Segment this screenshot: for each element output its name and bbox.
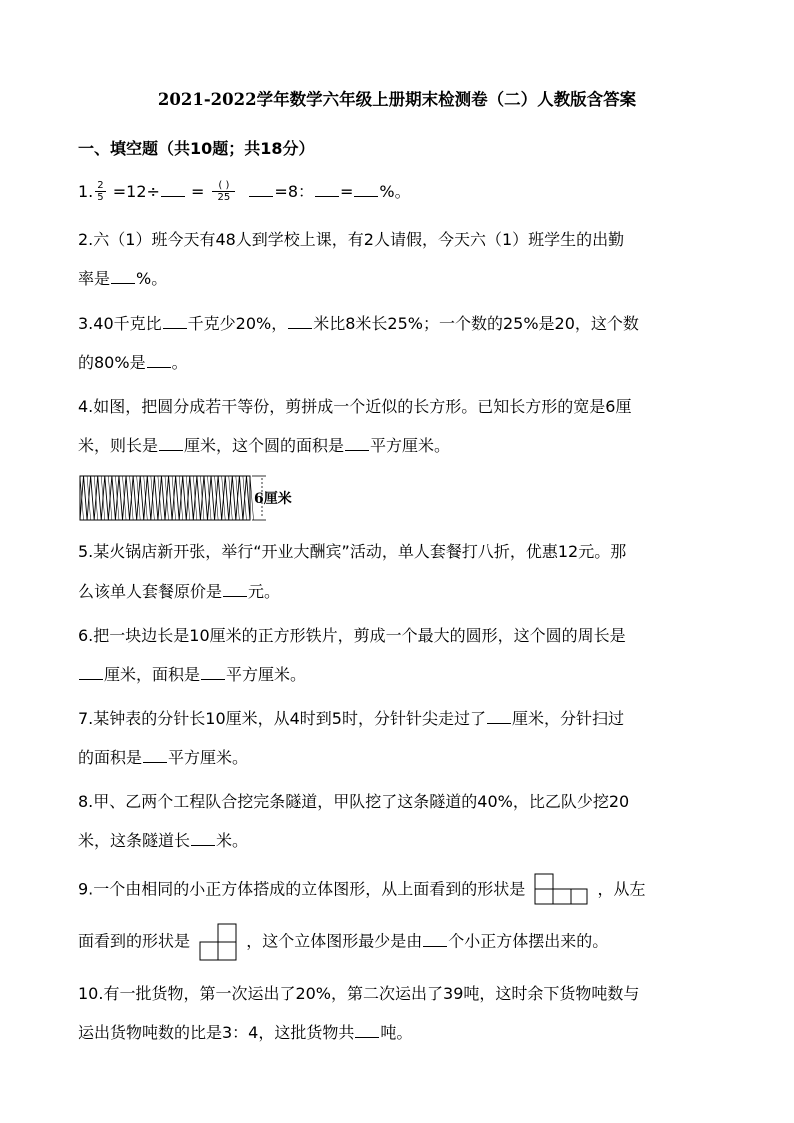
question-8-line-2: 米，这条隧道长 米。 bbox=[78, 831, 249, 850]
answer-blank[interactable] bbox=[249, 181, 273, 197]
answer-blank[interactable] bbox=[487, 708, 511, 724]
circle-sectors-rectangle-figure bbox=[76, 472, 316, 524]
question-4-line-2: 米，则长是 厘米，这个圆的面积是 平方厘米。 bbox=[78, 436, 451, 455]
question-8-line-1: 8.甲、乙两个工程队合挖完条隧道，甲队挖了这条隧道的40%，比乙队少挖20 bbox=[78, 792, 630, 811]
left-view-shape-icon bbox=[199, 923, 237, 961]
question-9-line-1: 9.一个由相同的小正方体搭成的立体图形，从上面看到的形状是 ，从左 bbox=[78, 873, 645, 907]
question-2-line-2: 率是 %。 bbox=[78, 269, 168, 288]
answer-blank[interactable] bbox=[223, 581, 247, 597]
q1-number: 1. bbox=[78, 182, 94, 201]
question-7-line-2: 的面积是 平方厘米。 bbox=[78, 748, 249, 767]
answer-blank[interactable] bbox=[147, 352, 171, 368]
q1-fraction-2: $\frac{( )}{25}$ bbox=[212, 180, 237, 203]
answer-blank[interactable] bbox=[191, 830, 215, 846]
page-title: 2021-2022学年数学六年级上册期末检测卷（二）人教版含答案 bbox=[157, 90, 637, 109]
answer-blank[interactable] bbox=[159, 435, 183, 451]
answer-blank[interactable] bbox=[423, 931, 447, 947]
answer-blank[interactable] bbox=[201, 664, 225, 680]
question-1 bbox=[78, 180, 411, 204]
answer-blank[interactable] bbox=[345, 435, 369, 451]
answer-blank[interactable] bbox=[111, 268, 135, 284]
question-7-line-1: 7.某钟表的分针长10厘米，从4时到5时，分针针尖走过了 厘米，分针扫过 bbox=[78, 709, 625, 728]
section-heading: 一、填空题（共10题；共18分） bbox=[78, 139, 315, 158]
question-3-line-1: 3.40千克比 千克少20%， 米比8米长25%；一个数的25%是20，这个数 bbox=[78, 314, 639, 333]
question-3-line-2: 的80%是 。 bbox=[78, 353, 188, 372]
question-5-line-1: 5.某火锅店新开张，举行“开业大酬宾”活动，单人套餐打八折，优惠12元。那 bbox=[78, 542, 627, 561]
answer-blank[interactable] bbox=[315, 181, 339, 197]
question-6-line-1: 6.把一块边长是10厘米的正方形铁片，剪成一个最大的圆形，这个圆的周长是 bbox=[78, 626, 626, 645]
answer-blank[interactable] bbox=[161, 181, 185, 197]
top-view-shape-icon bbox=[534, 873, 588, 907]
question-4-line-1: 4.如图，把圆分成若干等份，剪拼成一个近似的长方形。已知长方形的宽是6厘 bbox=[78, 397, 632, 416]
q1-text-1: =12÷ bbox=[112, 182, 160, 201]
q1-text-4: = bbox=[340, 182, 354, 201]
question-2-line-1: 2.六（1）班今天有48人到学校上课，有2人请假，今天六（1）班学生的出勤 bbox=[78, 230, 625, 249]
answer-blank[interactable] bbox=[354, 181, 378, 197]
q1-fraction-1: $\frac{2}{5}$ bbox=[97, 180, 104, 203]
question-10-line-2: 运出货物吨数的比是3：4，这批货物共 吨。 bbox=[78, 1023, 413, 1042]
figure-width-label: 6厘米 bbox=[254, 491, 292, 507]
question-10-line-1: 10.有一批货物，第一次运出了20%，第二次运出了39吨，这时余下货物吨数与 bbox=[78, 984, 640, 1003]
question-6-line-2: 厘米，面积是 平方厘米。 bbox=[78, 663, 306, 687]
answer-blank[interactable] bbox=[79, 664, 103, 680]
question-9-line-2: 面看到的形状是 ，这个立体图形最少是由 个小正方体摆出来的。 bbox=[78, 923, 608, 961]
answer-blank[interactable] bbox=[288, 313, 312, 329]
question-5-line-2: 么该单人套餐原价是 元。 bbox=[78, 582, 281, 601]
q1-text-5: %。 bbox=[379, 182, 411, 201]
q1-text-3: =8： bbox=[274, 182, 314, 201]
answer-blank[interactable] bbox=[355, 1022, 379, 1038]
answer-blank[interactable] bbox=[163, 313, 187, 329]
q1-text-2: = bbox=[191, 182, 205, 201]
answer-blank[interactable] bbox=[143, 747, 167, 763]
